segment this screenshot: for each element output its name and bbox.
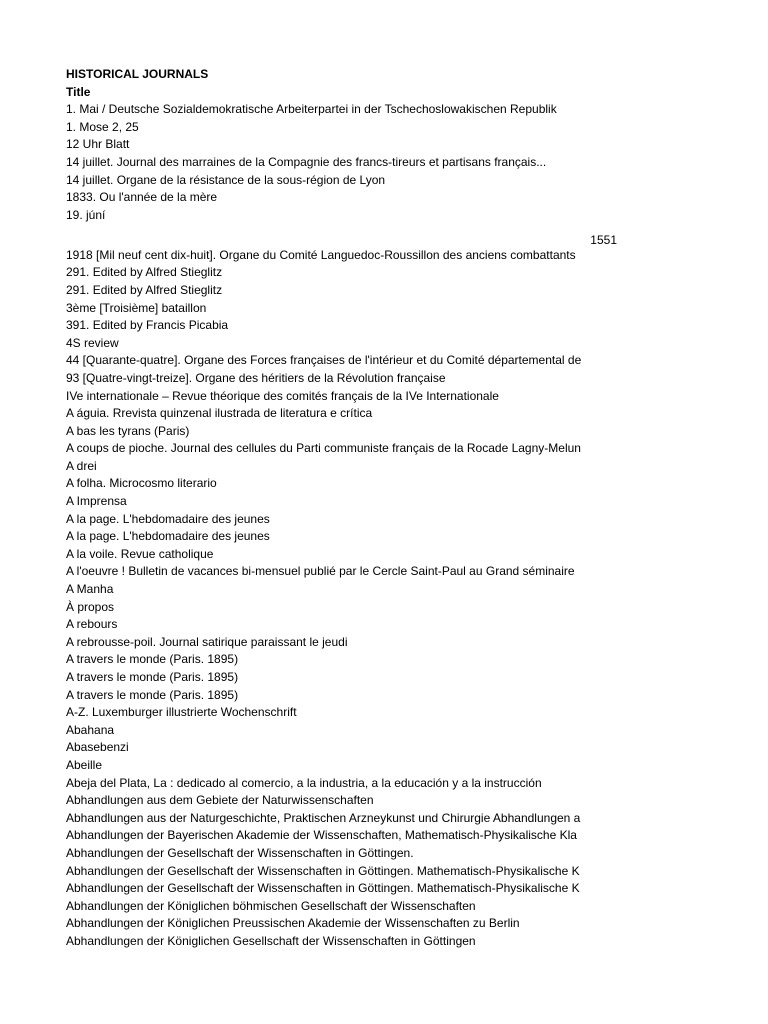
table-row: Abhandlungen der Königlichen Preussischen Akademie der Wissenschaften zu Berlin [66, 916, 520, 931]
table-row: A la page. L'hebdomadaire des jeunes [66, 529, 270, 544]
table-row: 44 [Quarante-quatre]. Organe des Forces françaises de l'intérieur et du Comité départemental de [66, 353, 582, 368]
table-row: IVe internationale – Revue théorique des comités français de la IVe Internationale [66, 388, 499, 403]
table-row: A la voile. Revue catholique [66, 546, 214, 561]
table-row: 12 Uhr Blatt [66, 137, 130, 152]
table-row: A folha. Microcosmo literario [66, 476, 217, 491]
table-row: 93 [Quatre-vingt-treize]. Organe des héritiers de la Révolution française [66, 370, 446, 385]
table-row: Abahana [66, 722, 115, 737]
column-header-title: Title [66, 84, 91, 99]
table-row: 291. Edited by Alfred Stieglitz [66, 265, 223, 280]
table-row: A Imprensa [66, 494, 127, 509]
table-row: 14 juillet. Journal des marraines de la Compagnie des francs-tireurs et partisans français... [66, 154, 547, 169]
table-row: Abeja del Plata, La : dedicado al comercio, a la industria, a la educación y a la instrucción [66, 775, 542, 790]
table-row: Abeille [66, 757, 103, 772]
table-row: 391. Edited by Francis Picabia [66, 318, 229, 333]
table-row-number: 1551 [590, 232, 617, 247]
table-row: A la page. L'hebdomadaire des jeunes [66, 511, 270, 526]
sheet-heading: HISTORICAL JOURNALS [66, 67, 209, 81]
table-row: 1918 [Mil neuf cent dix-huit]. Organe du Comité Languedoc-Roussillon des anciens combattants [66, 247, 576, 262]
table-row: 1. Mose 2, 25 [66, 119, 139, 134]
table-row: A travers le monde (Paris. 1895) [66, 652, 239, 667]
table-row: A águia. Rrevista quinzenal ilustrada de literatura e crítica [66, 406, 373, 421]
table-row: Abhandlungen der Bayerischen Akademie der Wissenschaften, Mathematisch-Physikalische Kla [66, 828, 577, 843]
table-row: A drei [66, 458, 97, 473]
table-row: A travers le monde (Paris. 1895) [66, 670, 239, 684]
table-row: Abhandlungen aus dem Gebiete der Naturwissenschaften [66, 793, 374, 808]
table-row: Abhandlungen der Gesellschaft der Wissenschaften in Göttingen. Mathematisch-Physikalische K [66, 863, 580, 878]
table-row: A-Z. Luxemburger illustrierte Wochenschrift [66, 705, 297, 720]
table-row: Abhandlungen der Königlichen böhmischen Gesellschaft der Wissenschaften [66, 898, 476, 913]
table-row: A bas les tyrans (Paris) [66, 423, 190, 438]
table-row: A coups de pioche. Journal des cellules du Parti communiste français de la Rocade Lagny-Melun [66, 441, 581, 456]
table-row: Abhandlungen der Königlichen Gesellschaft der Wissenschaften in Göttingen [66, 933, 476, 948]
table-row: Abhandlungen der Gesellschaft der Wissenschaften in Göttingen. [66, 845, 414, 860]
table-row: 1833. Ou l'année de la mère [66, 190, 218, 205]
table-row: 1. Mai / Deutsche Sozialdemokratische Arbeiterpartei in der Tschechoslowakischen Republik [66, 102, 557, 117]
table-row: 14 juillet. Organe de la résistance de la sous-région de Lyon [66, 172, 386, 187]
table-row: À propos [66, 599, 115, 614]
table-row: A l'oeuvre ! Bulletin de vacances bi-mensuel publié par le Cercle Saint-Paul au Grand séminaire [66, 564, 575, 579]
table-row: Abasebenzi [66, 740, 129, 755]
table-row: 19. júní [66, 207, 106, 222]
table-row: A Manha [66, 582, 114, 597]
table-row: 291. Edited by Alfred Stieglitz [66, 282, 223, 297]
table-row: A rebours [66, 617, 118, 632]
table-row: Abhandlungen der Gesellschaft der Wissenschaften in Göttingen. Mathematisch-Physikalische K [66, 881, 580, 896]
journal-list-sheet [66, 66, 617, 951]
table-row: A travers le monde (Paris. 1895) [66, 687, 239, 702]
table-row: A rebrousse-poil. Journal satirique paraissant le jeudi [66, 634, 348, 649]
table-row: Abhandlungen aus der Naturgeschichte, Praktischen Arzneykunst und Chirurgie Abhandlungen a [66, 810, 581, 825]
table-row: 4S review [66, 335, 119, 350]
table-row: 3ème [Troisième] bataillon [66, 300, 207, 315]
